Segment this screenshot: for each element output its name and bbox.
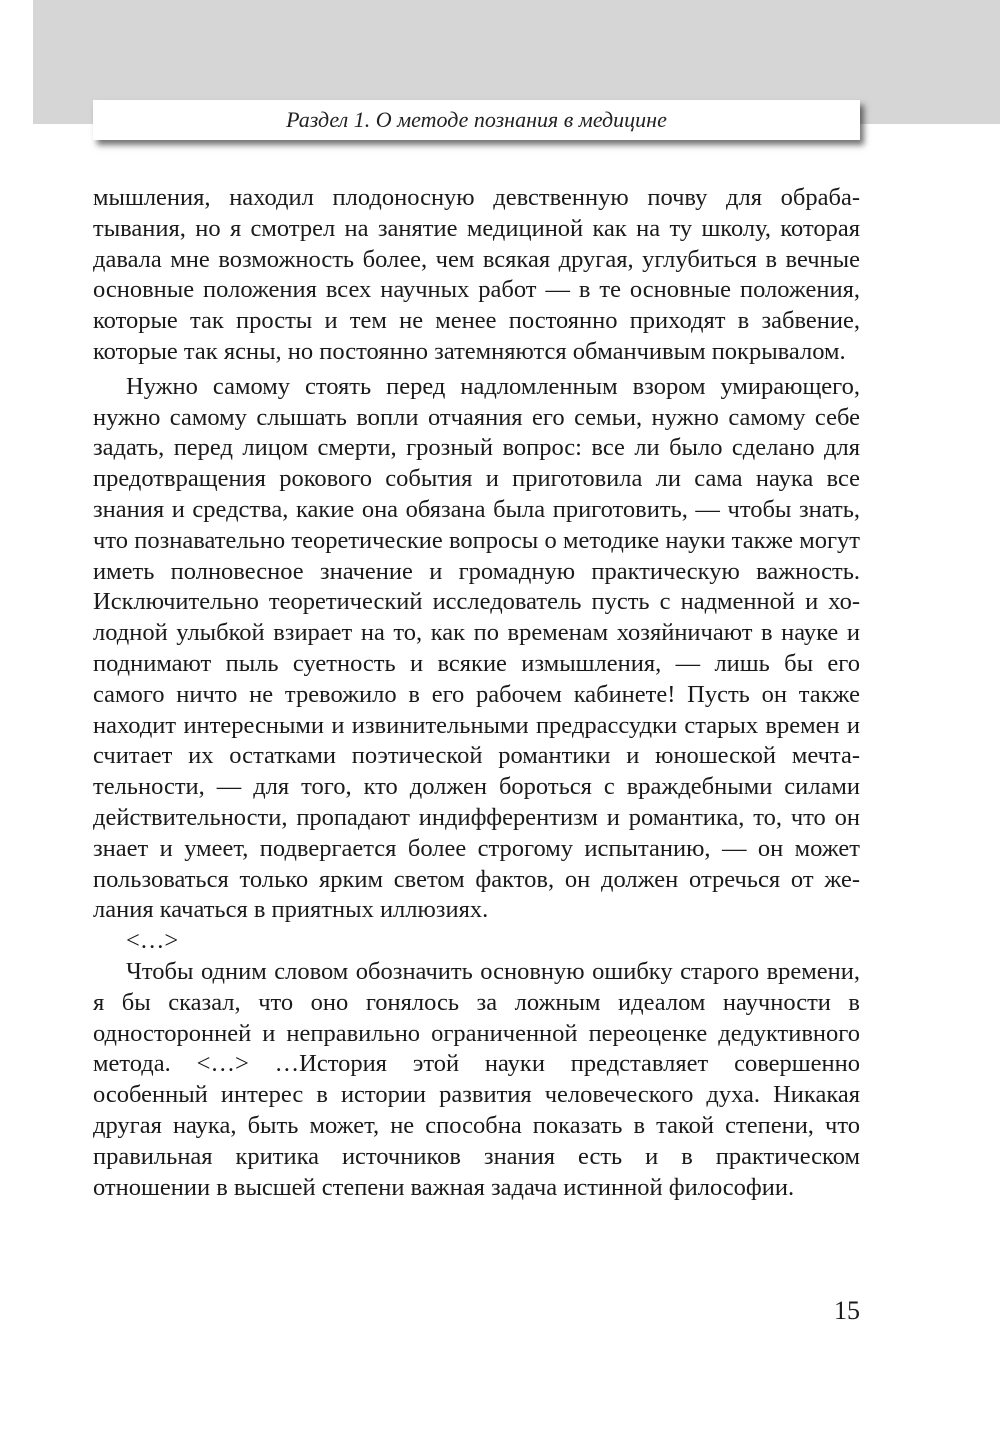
page-number: 15 — [834, 1296, 860, 1325]
running-header — [93, 100, 860, 140]
paragraph: Нужно самому стоять перед надломленным взором умирающего, нужно самому слышать вопли отчаяния его семьи, нужно самому себе задать, перед лицом смерти, грозный вопрос: все ли было сделано для предотвращения рокового события и приготовила ли сама наука все знания и средства, какие она обязана была приготовить, — чтобы знать, что познавательно теоретические вопросы о методике науки также могут иметь полновесное значение и громадную практическую важность. Исключительно теоретический исследователь пусть с надменной и холодной улыбкой взирает на то, как по временам хозяйничают в науке и поднимают пыль суетность и всякие измышления, — лишь бы его самого ничто не тревожило в его рабочем кабинете! Пусть он также находит интересными и извинительными предрассудки старых времен и считает их остатками поэтической романтики и юношеской мечтательности, — для того, кто должен бороться с враждебными силами действительности, пропадают индифферентизм и романтика, то, что он знает и умеет, подвергается более строгому испытанию, — он может пользоваться только ярким светом фактов, он должен отречься от желания качаться в приятных иллюзиях. — [93, 372, 860, 924]
page-body — [93, 183, 860, 1203]
paragraph-continued: мышления, находил плодоносную девственную почву для обрабатывания, но я смотрел на занятие медициной как на ту школу, которая давала мне возможность более, чем всякая другая, углубиться в вечные основные положения всех научных работ — в те основные положения, которые так просты и тем не менее постоянно приходят в забвение, которые так ясны, но постоянно затемняются обманчивым покрывалом. — [93, 184, 860, 365]
omission-marker: <…> — [126, 927, 179, 955]
paragraph: Чтобы одним словом обозначить основную ошибку старого времени, я бы сказал, что оно гонялось за ложным идеалом научности в односторонней и неправильно ограниченной переоценке дедуктивного метода. <…> …История этой науки представляет совершенно особенный интерес в истории развития человеческого духа. Никакая другая наука, быть может, не способна показать в такой степени, что правильная критика источников знания есть и в практическом отношении в высшей степени важная задача истинной философии. — [93, 957, 860, 1201]
running-title: Раздел 1. О методе познания в медицине — [286, 107, 667, 132]
